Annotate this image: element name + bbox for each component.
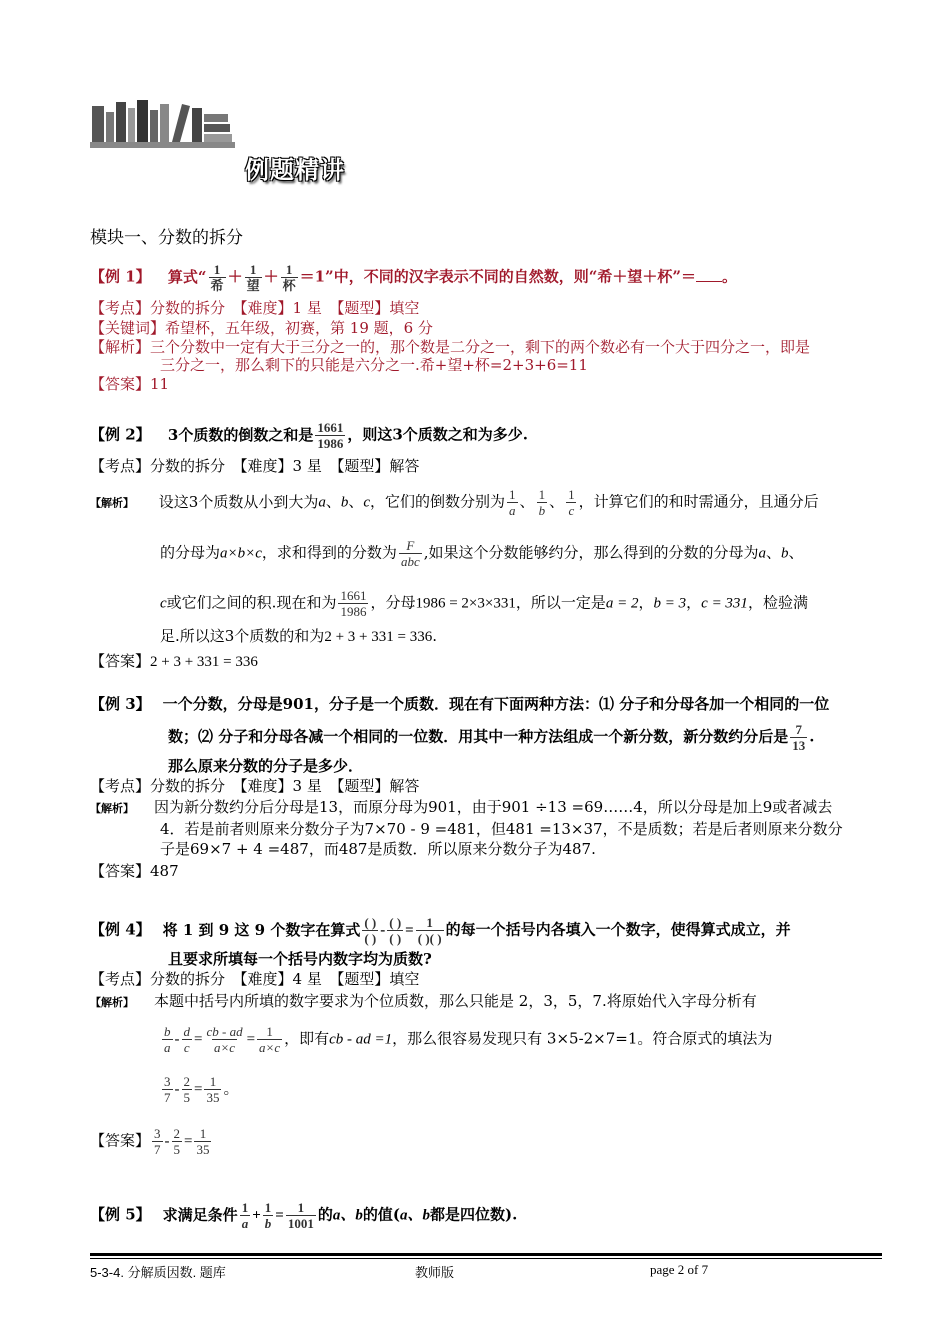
ex3-question-1: 【例 3】 一个分数，分母是901，分子是一个质数．现在有下面两种方法：⑴ 分子和分母各加一个相同的一位 [90,695,830,713]
ex4-answer: 【答案】 $\frac{3}{7}$ - $\frac{2}{5}$ = $\frac{1}{35}$ [90,1126,210,1157]
ex2-kaodian: 【考点】分数的拆分 【难度】3 星 【题型】解答 [90,457,420,475]
answer-blank [696,267,722,282]
ex4-kaodian: 【考点】分数的拆分 【难度】4 星 【题型】填空 [90,970,420,988]
ex4-analysis-2: $\frac{b}{a}$ - $\frac{d}{c}$ = $\frac{cb - ad}{a\times c}$ = $\frac{1}{a\times c}$ ，即有cb - ad =1，那么很容易发现只有 3×5-2×7=1。符合原式的填法为 [164,1024,773,1055]
module-title: 模块一、分数的拆分 [90,228,243,248]
footer-rule-thin [90,1258,882,1259]
footer-left: 5-3-4. 分解质因数. 题库 [90,1265,226,1280]
books-logo [90,98,235,150]
ex2-analysis-3: c或它们之间的积.现在和为 $\frac{1661}{1986}$ ，分母1986 = 2×3×331，所以一定是a = 2，b = 3，c = 331，检验满 [160,588,808,619]
frac-wang: $\frac{1}{\text{望}}$ [246,262,260,293]
ex2-analysis-1: 【解析】 设这3个质数从小到大为a、b、c，它们的倒数分别为 $\frac{1}{a}$ 、 $\frac{1}{b}$ 、 $\frac{1}{c}$ ，计算它们的和时需通分，且通分后 [90,487,819,518]
ex4-analysis-1: 【解析】 本题中括号内所填的数字要求为个位质数，那么只能是 2，3，5，7.将原始代入字母分析有 [90,992,757,1010]
ex2-analysis-2: 的分母为a×b×c，求和得到的分数为 $\frac{F}{\text{abc}}$ ,如果这个分数能够约分，那么得到的分数的分母为a、b、 [160,538,804,569]
ex1-analysis-2: 三分之一，那么剩下的只能是六分之一.希+望+杯=2+3+6=11 [160,356,588,374]
frac-1661-1986: $\frac{1661}{1986}$ [317,420,344,451]
ex2-answer: 【答案】2 + 3 + 331 = 336 [90,652,258,670]
ex1-answer: 【答案】11 [90,375,170,393]
ex1-label: 【例 1】 [90,267,151,286]
footer-rule [90,1253,882,1256]
ex4-question-2: 且要求所填每一个括号内数字均为质数? [168,950,432,968]
frac-xi: $\frac{1}{\text{希}}$ [210,262,224,293]
ex3-answer: 【答案】487 [90,862,179,880]
ex2-analysis-4: 足.所以这3个质数的和为2 + 3 + 331 = 336. [160,627,437,645]
footer-center: 教师版 [415,1265,455,1280]
ex3-question-2: 数；⑵ 分子和分母各减一个相同的一位数．用其中一种方法组成一个新分数，新分数约分后是 $\frac{7}{13}$ . [168,722,815,753]
ex1-analysis-1: 【解析】三个分数中一定有大于三分之一的，那个数是二分之一，剩下的两个数必有一个大于四分之一，即是 [90,338,811,356]
ex3-analysis-3: 子是69×7 + 4 =487，而487是质数．所以原来分数分子为487. [160,840,596,858]
frac-bei: $\frac{1}{\text{杯}}$ [282,262,296,293]
banner-title: 例题精讲 [245,156,345,184]
ex3-kaodian: 【考点】分数的拆分 【难度】3 星 【题型】解答 [90,777,420,795]
ex2-question: 【例 2】 3个质数的倒数之和是 $\frac{1661}{1986}$ ，则这3个质数之和为多少. [90,420,529,451]
ex1-kaodian: 【考点】分数的拆分 【难度】1 星 【题型】填空 [90,299,420,317]
ex5-question: 【例 5】 求满足条件 $\frac{1}{a}$ + $\frac{1}{b}$ = $\frac{1}{1001}$ 的a、b的值(a、b都是四位数). [90,1200,518,1231]
ex3-analysis-2: 4．若是前者则原来分数分子为7×70 - 9 =481，但481 =13×37，不是质数；若是后者则原来分数分 [160,820,843,838]
ex4-analysis-3: $\frac{3}{7}$ - $\frac{2}{5}$ = $\frac{1}{35}$ 。 [164,1074,239,1105]
ex3-question-3: 那么原来分数的分子是多少． [168,757,364,775]
ex1-question: 【例 1】 算式“ $\frac{1}{\text{希}}$ ＋ $\frac{1}{\text{望}}$ ＋ $\frac{1}{\text{杯}}$ ＝1”中，不同的汉字表示不同的自然数，则“希＋望＋杯”＝ 。 [90,262,737,293]
ex1-keywords: 【关键词】希望杯，五年级，初赛，第 19 题，6 分 [90,319,433,337]
ex3-analysis-1: 【解析】 因为新分数约分后分母是13，而原分母为901，由于901 ÷13 =69……4，所以分母是加上9或者减去 [90,798,833,816]
footer-page: page 2 of 7 [650,1262,709,1277]
ex4-question-1: 【例 4】 将 1 到 9 这 9 个数字在算式 $\frac{( )}{( )}$ - $\frac{( )}{( )}$ = $\frac{1}{( )( )}$ 的每一个括号内各填入一个数字，使得算式成立，并 [90,915,791,946]
